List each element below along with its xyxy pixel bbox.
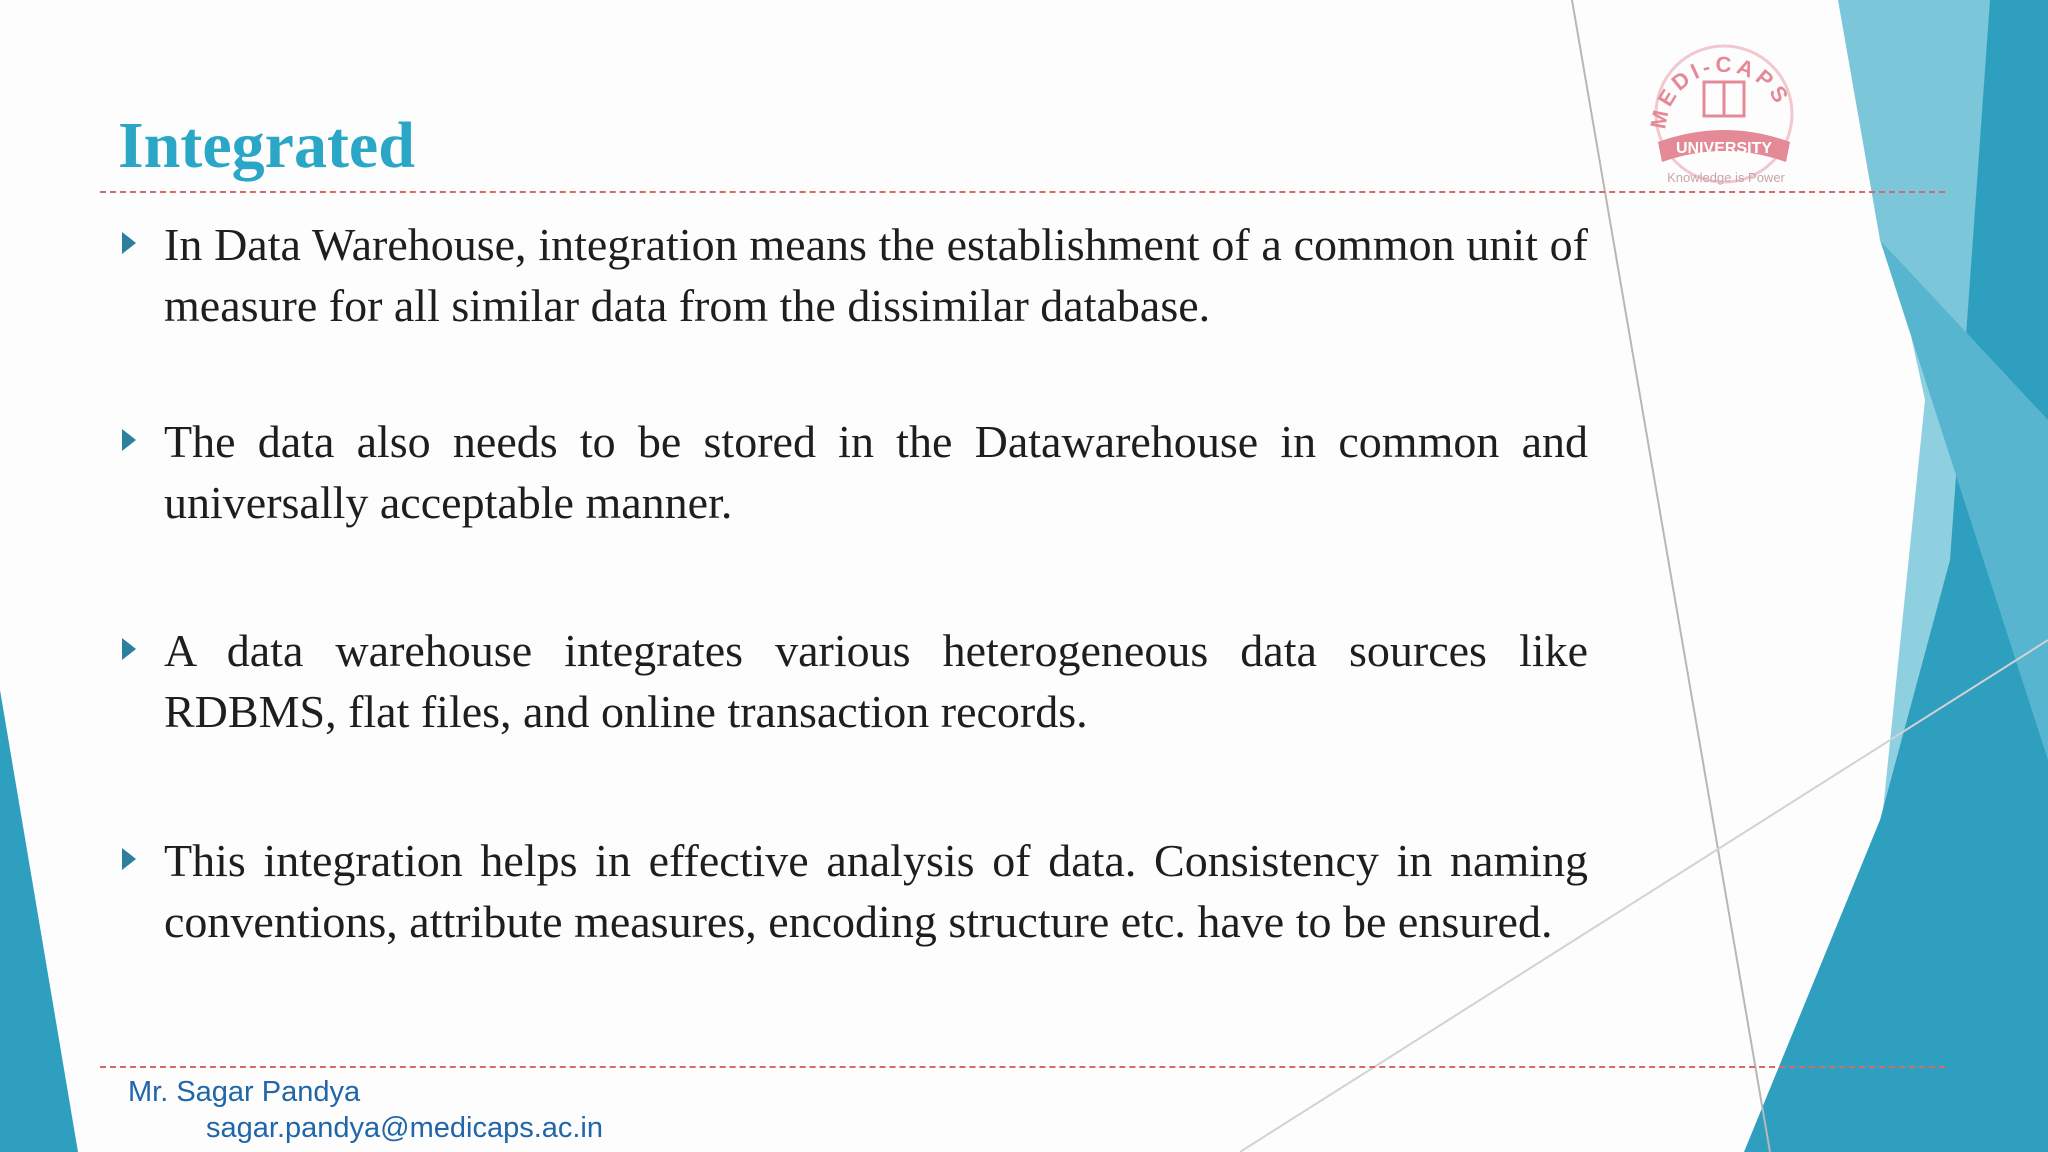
- triangle-right-icon: [122, 848, 136, 870]
- bullet-text: In Data Warehouse, integration means the establishment of a common unit of measure for all similar data from the dissimilar database.: [164, 219, 1588, 331]
- footer-divider: [100, 1066, 1945, 1068]
- title-divider: [100, 191, 1945, 193]
- logo-arc-text: MEDI-CAPS: [1645, 51, 1796, 131]
- bullet-text: This integration helps in effective analysis of data. Consistency in naming conventions, attribute measures, encoding structure etc. have to be ensured.: [164, 835, 1588, 947]
- triangle-right-icon: [122, 638, 136, 660]
- triangle-right-icon: [122, 429, 136, 451]
- presenter-name: Mr. Sagar Pandya: [128, 1076, 361, 1108]
- presenter-email[interactable]: sagar.pandya@medicaps.ac.in: [206, 1112, 604, 1144]
- triangle-right-icon: [122, 232, 136, 254]
- slide-title: Integrated: [118, 109, 415, 182]
- left-corner-shape: [0, 690, 78, 1152]
- svg-text:MEDI-CAPS: [1645, 52, 1795, 131]
- bullet-text: A data warehouse integrates various heterogeneous data sources like RDBMS, flat files, and online transaction records.: [164, 625, 1588, 737]
- logo-tagline: Knowledge is Power: [1667, 170, 1785, 185]
- university-logo: [1618, 30, 1828, 190]
- logo-ribbon-text: UNIVERSITY: [1675, 140, 1773, 157]
- bullet-text: The data also needs to be stored in the Datawarehouse in common and universally acceptable manner.: [164, 416, 1588, 528]
